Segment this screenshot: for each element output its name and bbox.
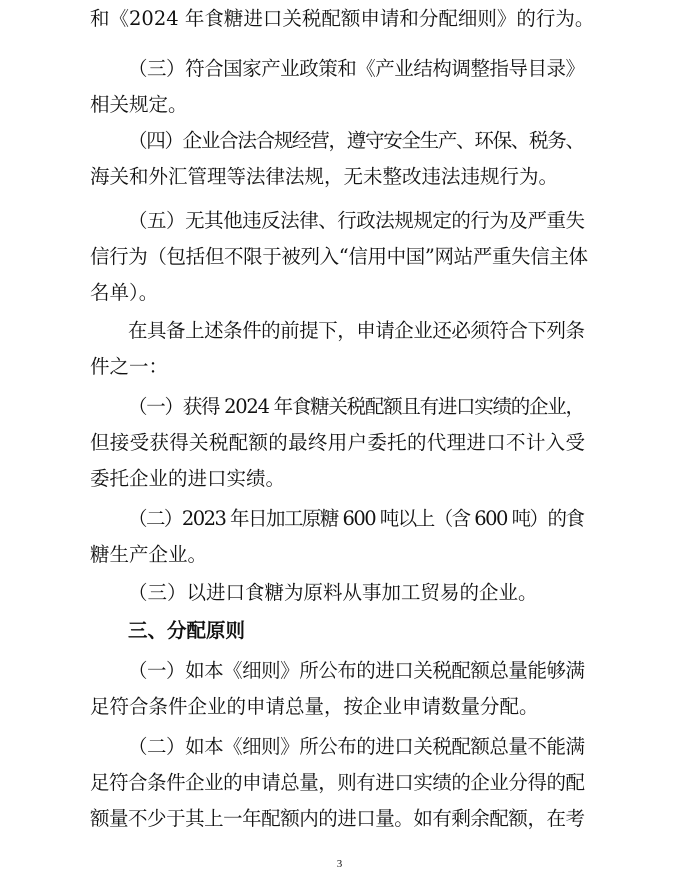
- text-line-content: 和《2024 年食糖进口关税配额申请和分配细则》的行为。: [90, 7, 595, 30]
- text-line-content: 名单）。: [90, 281, 159, 304]
- text-line-content: （二）2023 年日加工原糖 600 吨以上（含 600 吨）的食: [128, 507, 584, 530]
- text-line-content: （三）符合国家产业政策和《产业结构调整指导目录》: [128, 57, 585, 80]
- text-line-content: 信行为（包括但不限于被列入“信用中国”网站严重失信主体: [90, 245, 588, 268]
- text-line-content: 海关和外汇管理等法律法规，无未整改违法违规行为。: [90, 165, 559, 188]
- text-line-content: （一）获得 2024 年食糖关税配额且有进口实绩的企业，: [128, 395, 584, 418]
- text-line-content: 足符合条件企业的申请总量，则有进口实绩的企业分得的配: [90, 771, 585, 794]
- text-line-content: 三、分配原则: [128, 619, 246, 642]
- text-line-content: （一）如本《细则》所公布的进口关税配额总量能够满: [128, 659, 585, 682]
- text-line-content: 额量不少于其上一年配额内的进口量。如有剩余配额，在考: [90, 807, 585, 830]
- text-line-content: 相关规定。: [90, 93, 188, 116]
- page-number: 3: [336, 858, 343, 870]
- text-line-content: （二）如本《细则》所公布的进口关税配额总量不能满: [128, 735, 585, 758]
- text-line-content: 件之一：: [90, 355, 169, 378]
- text-line-content: 在具备上述条件的前提下，申请企业还必须符合下列条: [128, 319, 585, 342]
- text-line-content: 委托企业的进口实绩。: [90, 467, 286, 490]
- text-line-content: （四）企业合法合规经营，遵守安全生产、环保、税务、: [128, 129, 584, 152]
- text-line-content: 糖生产企业。: [90, 543, 208, 566]
- text-line-content: （三）以进口食糖为原料从事加工贸易的企业。: [128, 581, 538, 604]
- text-line-content: 足符合条件企业的申请总量，按企业申请数量分配。: [90, 695, 539, 718]
- text-line-content: 但接受获得关税配额的最终用户委托的代理进口不计入受: [90, 431, 586, 454]
- text-line-content: （五）无其他违反法律、行政法规规定的行为及严重失: [128, 209, 585, 232]
